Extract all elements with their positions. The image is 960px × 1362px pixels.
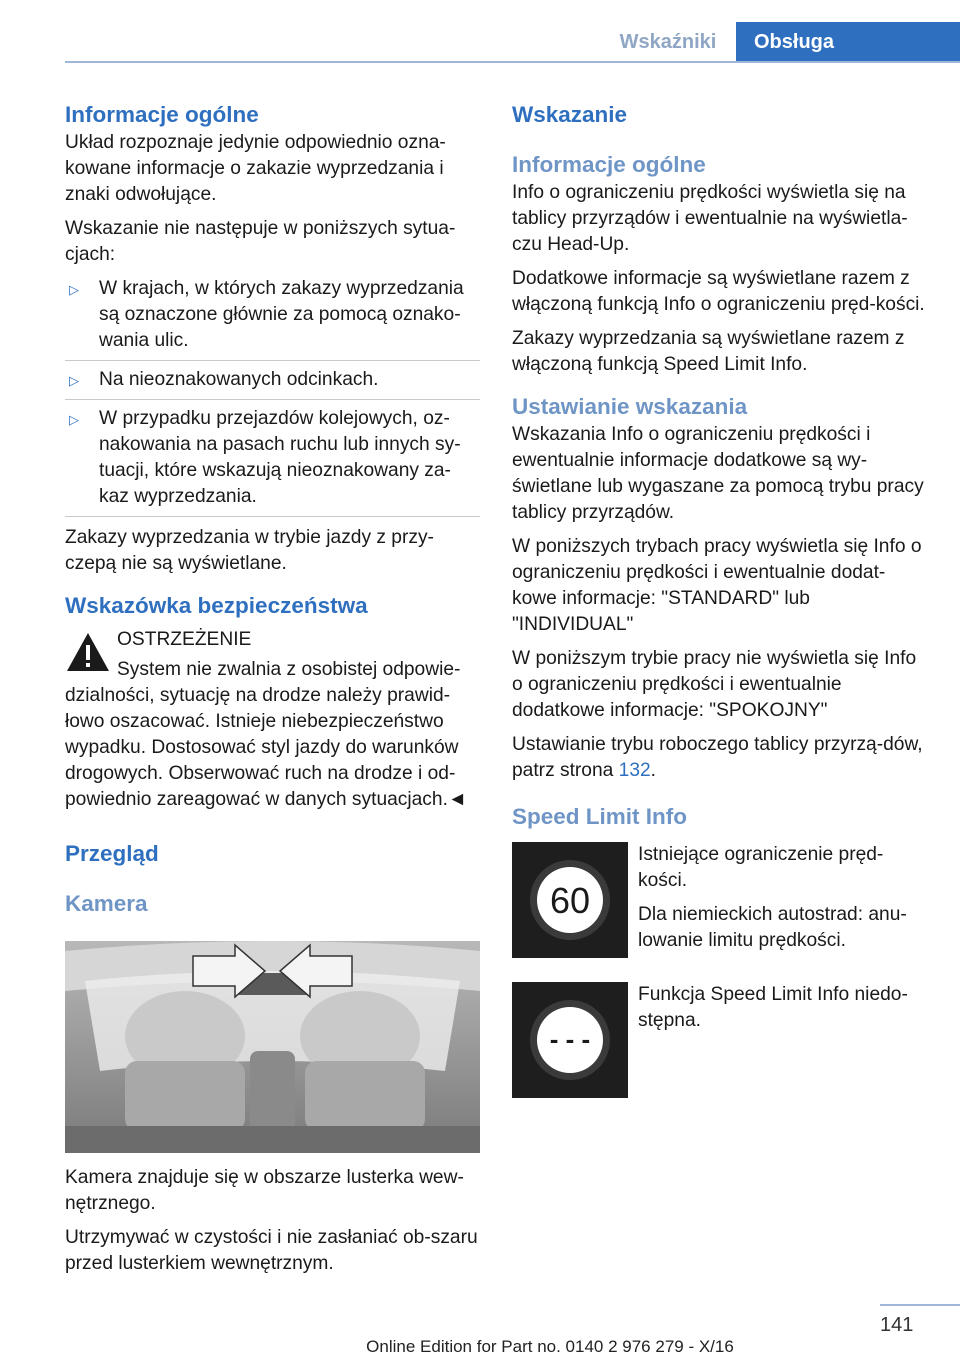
setting-paragraph-1: Wskazania Info o ograniczeniu prędkości i ewentualnie informacje dodatkowe są wy-świetlane lub wygaszane za pomocą trybu pracy tablicy przyrządów. — [512, 424, 924, 523]
triangle-bullet-icon: ▷ — [69, 412, 79, 427]
triangle-bullet-icon: ▷ — [69, 282, 79, 297]
setting-paragraph-4 — [512, 732, 927, 784]
safety-heading: Wskazówka bezpieczeństwa — [65, 593, 368, 618]
sign-unavailable-paragraph: Funkcja Speed Limit Info niedo-stępna. — [638, 984, 908, 1031]
speed-limit-sign-row — [512, 842, 927, 960]
general-info-paragraph-2: Wskazanie nie następuje w poniższych sytua-cjach: — [65, 218, 456, 265]
speed-sign-value: 60 — [549, 880, 591, 921]
general-info-paragraph-3: Zakazy wyprzedzania w trybie jazdy z przy-czepą nie są wyświetlane. — [65, 527, 434, 574]
info-paragraph-3: Zakazy wyprzedzania są wyświetlane razem z włączoną funkcją Speed Limit Info. — [512, 328, 905, 375]
setting-paragraph-4-suffix: . — [650, 760, 657, 781]
tab-obsluga[interactable]: Obsługa — [736, 22, 960, 63]
setting-paragraph-2: W poniższych trybach pracy wyświetla się Info o ograniczeniu prędkości i ewentualnie dodat-kowe informacje: "STANDARD" lub "INDIVIDUAL" — [512, 536, 922, 635]
warning-block — [65, 627, 480, 813]
sign-60-paragraph-2: Dla niemieckich autostrad: anu-lowanie limitu prędkości. — [638, 904, 907, 951]
page-number: 141 — [880, 1314, 914, 1336]
sign-60-description — [638, 842, 928, 962]
camera-location-image — [65, 941, 480, 1153]
display-heading: Wskazanie — [512, 102, 628, 127]
speed-sign-60-icon — [527, 857, 613, 943]
general-info-paragraph-1: Układ rozpoznaje jedynie odpowiednio ozna-kowane informacje o zakazie wyprzedzania i znaki odwołujące. — [65, 132, 446, 205]
car-interior-illustration — [65, 941, 480, 1153]
list-item-text: W przypadku przejazdów kolejowych, oz-nakowania na pasach ruchu lub innych sy-tuacji, które wskazują nieoznakowany za-kaz wyprzedzania. — [99, 408, 461, 507]
warning-text: dzialności, sytuację na drodze należy prawid-łowo oszacować. Istnieje niebezpieczeństwo wypadku. Dostosować styl jazdy do warunków drogowych. Obserwować ruch na drodze i od-powiednio zareagować w danych sytuacjach.◄ — [65, 685, 467, 810]
right-column — [512, 100, 927, 1100]
camera-paragraph-2: Utrzymywać w czystości i nie zasłaniać ob-szaru przed lusterkiem wewnętrznym. — [65, 1227, 478, 1274]
footer-divider — [880, 1304, 960, 1306]
info-paragraph-1: Info o ograniczeniu prędkości wyświetla się na tablicy przyrządów i ewentualnie na wyświetla-czu Head-Up. — [512, 182, 908, 255]
sign-60-paragraph-1: Istniejące ograniczenie pręd-kości. — [638, 844, 884, 891]
speed-limit-unavailable-image — [512, 982, 628, 1098]
tab-wskazniki[interactable]: Wskaźniki — [619, 31, 717, 53]
general-info-heading: Informacje ogólne — [65, 102, 259, 127]
setting-paragraph-3: W poniższym trybie pracy nie wyświetla się Info o ograniczeniu prędkości i ewentualnie dodatkowe informacje: "SPOKOJNY" — [512, 648, 917, 721]
info-heading: Informacje ogólne — [512, 152, 706, 177]
header-divider — [65, 61, 960, 63]
list-item-text: Na nieoznakowanych odcinkach. — [99, 369, 379, 390]
overview-heading: Przegląd — [65, 841, 159, 866]
warning-text-first-line: System nie zwalnia z osobistej odpowie- — [117, 659, 461, 680]
speed-sign-unavailable-icon — [527, 997, 613, 1083]
camera-heading: Kamera — [65, 891, 148, 916]
sign-unavailable-description — [638, 982, 928, 1042]
warning-triangle-icon — [65, 631, 111, 673]
page-link-132[interactable]: 132 — [618, 760, 651, 781]
situations-list — [65, 276, 480, 517]
warning-label: OSTRZEŻENIE — [117, 629, 252, 650]
speed-sign-dashes: - - - — [549, 1024, 591, 1054]
setting-paragraph-4-text: Ustawianie trybu roboczego tablicy przyrzą-dów, patrz strona — [512, 734, 923, 781]
left-column — [65, 100, 480, 1285]
edition-footer: Online Edition for Part no. 0140 2 976 279 - X/16 — [366, 1337, 734, 1356]
list-item — [65, 406, 480, 517]
info-paragraph-2: Dodatkowe informacje są wyświetlane razem z włączoną funkcją Info o ograniczeniu pręd-kości. — [512, 268, 925, 315]
speed-limit-heading: Speed Limit Info — [512, 804, 688, 829]
list-item-text: W krajach, w których zakazy wyprzedzania są oznaczone głównie za pomocą oznako-wania ulic. — [99, 278, 464, 351]
camera-paragraph-1: Kamera znajduje się w obszarze lusterka wew-nętrznego. — [65, 1167, 464, 1214]
speed-limit-60-image — [512, 842, 628, 958]
speed-limit-unavailable-row — [512, 982, 927, 1100]
list-item — [65, 367, 480, 400]
triangle-bullet-icon: ▷ — [69, 373, 79, 388]
setting-heading: Ustawianie wskazania — [512, 394, 748, 419]
list-item — [65, 276, 480, 361]
